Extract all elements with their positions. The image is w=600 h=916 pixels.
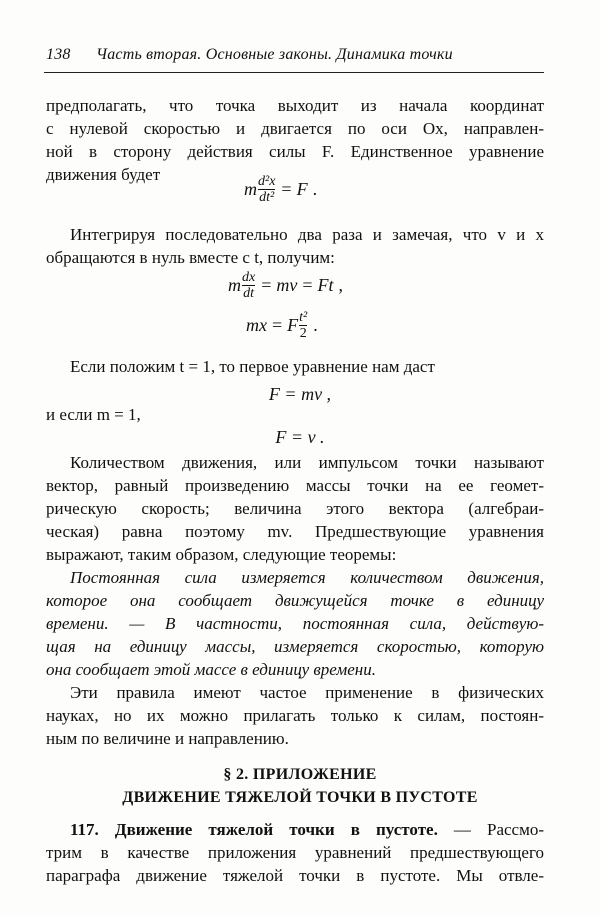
eq-symbol: F — [287, 315, 299, 335]
eq-term: mv — [276, 275, 298, 295]
text-line: выражают, таким образом, следующие теоремы: — [46, 545, 397, 564]
text-line: параграфа движение тяжелой точки в пустоте. Мы отвле- — [46, 866, 544, 885]
fraction — [258, 174, 275, 205]
text-line: ной в сторону действия силы F. Единственное уравнение — [46, 142, 544, 161]
text-line: Интегрируя последовательно два раза и замечая, что v и x — [70, 225, 544, 244]
text-line: предполагать, что точка выходит из начала координат — [46, 96, 544, 115]
running-header — [46, 46, 546, 64]
punctuation: . — [312, 179, 318, 199]
section-title: § 2. ПРИЛОЖЕНИЕ — [223, 766, 377, 783]
theorem-line: которое она сообщает движущейся точке в единицу — [46, 591, 544, 610]
text-line: Если положим t = 1, то первое уравнение нам даст — [70, 357, 435, 376]
equation-1 — [244, 174, 322, 205]
equation-5: F = v . — [275, 427, 325, 447]
eq-term: mx — [246, 315, 267, 335]
article-lead: 117. Движение тяжелой точки в пустоте. — [70, 820, 438, 839]
fraction — [299, 310, 307, 341]
equation-2: m $\frac{dx}{dt}$ = mv = Ft , — [228, 270, 344, 301]
numerator: t² — [299, 310, 308, 325]
eq-symbol: m — [228, 275, 241, 295]
punctuation: , — [338, 275, 344, 295]
section-subtitle: ДВИЖЕНИЕ ТЯЖЕЛОЙ ТОЧКИ В ПУСТОТЕ — [122, 789, 478, 806]
eq-symbol: m — [244, 179, 257, 199]
text-line: ным по величине и направлению. — [46, 729, 289, 748]
article-text: — Рассмо- — [453, 820, 545, 839]
text-line: с нулевой скоростью и двигается по оси Ox, направлен- — [46, 119, 544, 138]
running-title: Часть вторая. Основные законы. Динамика точки — [96, 46, 453, 63]
theorem-line: щая на единицу массы, измеряется скоростью, которую — [46, 637, 544, 656]
fraction — [242, 270, 255, 301]
text-line: Эти правила имеют частое применение в физических — [70, 683, 544, 702]
text-line: и если m = 1, — [46, 405, 141, 424]
theorem-line: она сообщает этой массе в единицу времени. — [46, 660, 376, 679]
theorem-line: Постоянная сила измеряется количеством движения, — [70, 568, 544, 587]
eq-term: Ft — [317, 275, 334, 295]
page-number: 138 — [46, 46, 71, 63]
text-line: рическую скорость; величина этого вектора (алгебраи- — [46, 499, 544, 518]
text-line: ческая) равна поэтому mv. Предшествующие уравнения — [46, 522, 544, 541]
text-line: вектор, равный произведению массы точки на ее геомет- — [46, 476, 544, 495]
punctuation: . — [313, 315, 318, 335]
equation-3: mx = F $\frac{\text{t²}}{2}$ . — [246, 310, 318, 341]
theorem-line: времени. — В частности, постоянная сила, действую- — [46, 614, 544, 633]
denominator: 2 — [299, 326, 307, 341]
numerator: dx — [242, 270, 256, 285]
text-line: Количеством движения, или импульсом точки называют — [70, 453, 544, 472]
equation-4: F = mv , — [268, 384, 332, 404]
text-line: трим в качестве приложения уравнений предшествующего — [46, 843, 544, 862]
text-line: науках, но их можно прилагать только к силам, постоян- — [46, 706, 544, 725]
text-line: обращаются в нуль вместе с t, получим: — [46, 248, 335, 267]
text-line — [70, 820, 544, 840]
equals-sign: = — [281, 179, 292, 199]
text-line: движения будет — [46, 165, 161, 184]
eq-symbol: F — [296, 179, 308, 199]
numerator: d²x — [258, 174, 276, 189]
denominator: dt² — [259, 190, 275, 205]
denominator: dt — [243, 286, 255, 301]
header-rule — [44, 72, 544, 73]
